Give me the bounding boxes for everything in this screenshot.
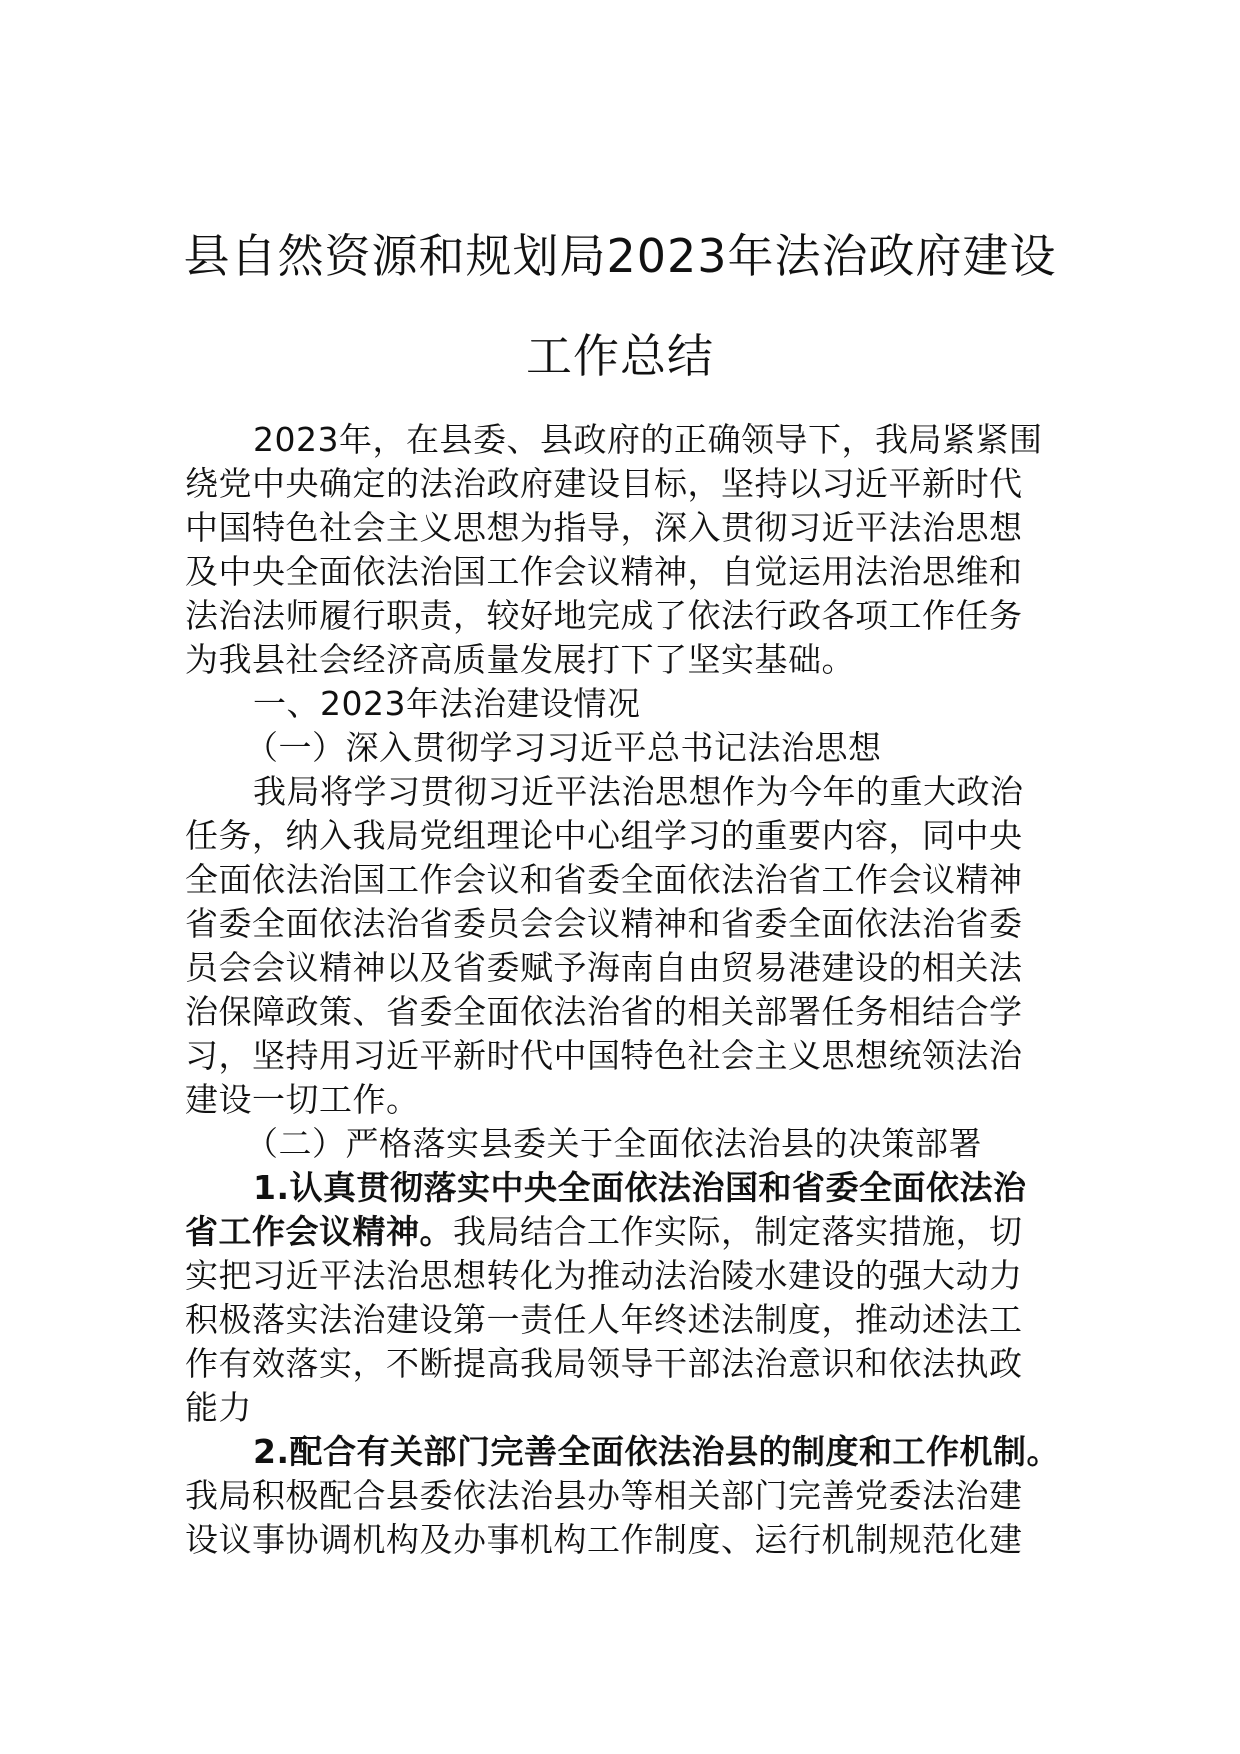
subsection-heading-2: （二）严格落实县委关于全面依法治县的决策部署 [245,1124,982,1163]
document-body [185,418,1060,1562]
paragraph-1-line: 法治法师履行职责，较好地完成了依法行政各项工作任务 [185,596,1023,635]
paragraph-2-line: 习，坚持用习近平新时代中国特色社会主义思想统领法治 [185,1036,1023,1075]
paragraph-2-line: 治保障政策、省委全面依法治省的相关部署任务相结合学 [185,992,1023,1031]
paragraph-1-line: 2023年，在县委、县政府的正确领导下，我局紧紧围 [253,420,1043,459]
paragraph-2-line: 我局将学习贯彻习近平法治思想作为今年的重大政治 [253,772,1024,811]
paragraph-1-line: 中国特色社会主义思想为指导，深入贯彻习近平法治思想 [185,508,1023,547]
paragraph-2-line: 建设一切工作。 [185,1080,420,1119]
item-1-line: 实把习近平法治思想转化为推动法治陵水建设的强大动力 [185,1256,1023,1295]
paragraph-2-line: 任务，纳入我局党组理论中心组学习的重要内容，同中央 [185,816,1023,855]
item-1-bold-heading: 1.认真贯彻落实中央全面依法治国和省委全面依法治 [253,1168,1027,1207]
paragraph-2-line: 全面依法治国工作会议和省委全面依法治省工作会议精神 [185,860,1023,899]
item-2-bold-heading: 2.配合有关部门完善全面依法治县的制度和工作机制。 [253,1432,1060,1471]
item-1-line: 积极落实法治建设第一责任人年终述法制度，推动述法工 [185,1300,1023,1339]
subsection-heading-1: （一）深入贯彻学习习近平总书记法治思想 [245,728,882,767]
paragraph-2-line: 员会会议精神以及省委赋予海南自由贸易港建设的相关法 [185,948,1023,987]
item-1-bold-tail: 省工作会议精神。 [185,1212,453,1251]
item-2-line: 我局积极配合县委依法治县办等相关部门完善党委法治建 [185,1476,1023,1515]
title-line-1: 县自然资源和规划局2023年法治政府建设 [183,229,1057,283]
item-1-line [185,1210,1055,1254]
document-title [0,206,1240,406]
section-heading-1: 一、2023年法治建设情况 [253,684,641,723]
item-1-line: 能力 [185,1388,252,1427]
paragraph-1-line: 及中央全面依法治国工作会议精神，自觉运用法治思维和 [185,552,1023,591]
paragraph-1-line: 绕党中央确定的法治政府建设目标，坚持以习近平新时代 [185,464,1023,503]
item-1-line: 作有效落实，不断提高我局领导干部法治意识和依法执政 [185,1344,1023,1383]
paragraph-2-line: 省委全面依法治省委员会会议精神和省委全面依法治省委 [185,904,1023,943]
item-2-line: 设议事协调机构及办事机构工作制度、运行机制规范化建 [185,1520,1023,1559]
paragraph-1-line: 为我县社会经济高质量发展打下了坚实基础。 [185,640,855,679]
title-line-2: 工作总结 [526,329,714,383]
item-1-text: 我局结合工作实际，制定落实措施，切 [453,1212,1023,1251]
